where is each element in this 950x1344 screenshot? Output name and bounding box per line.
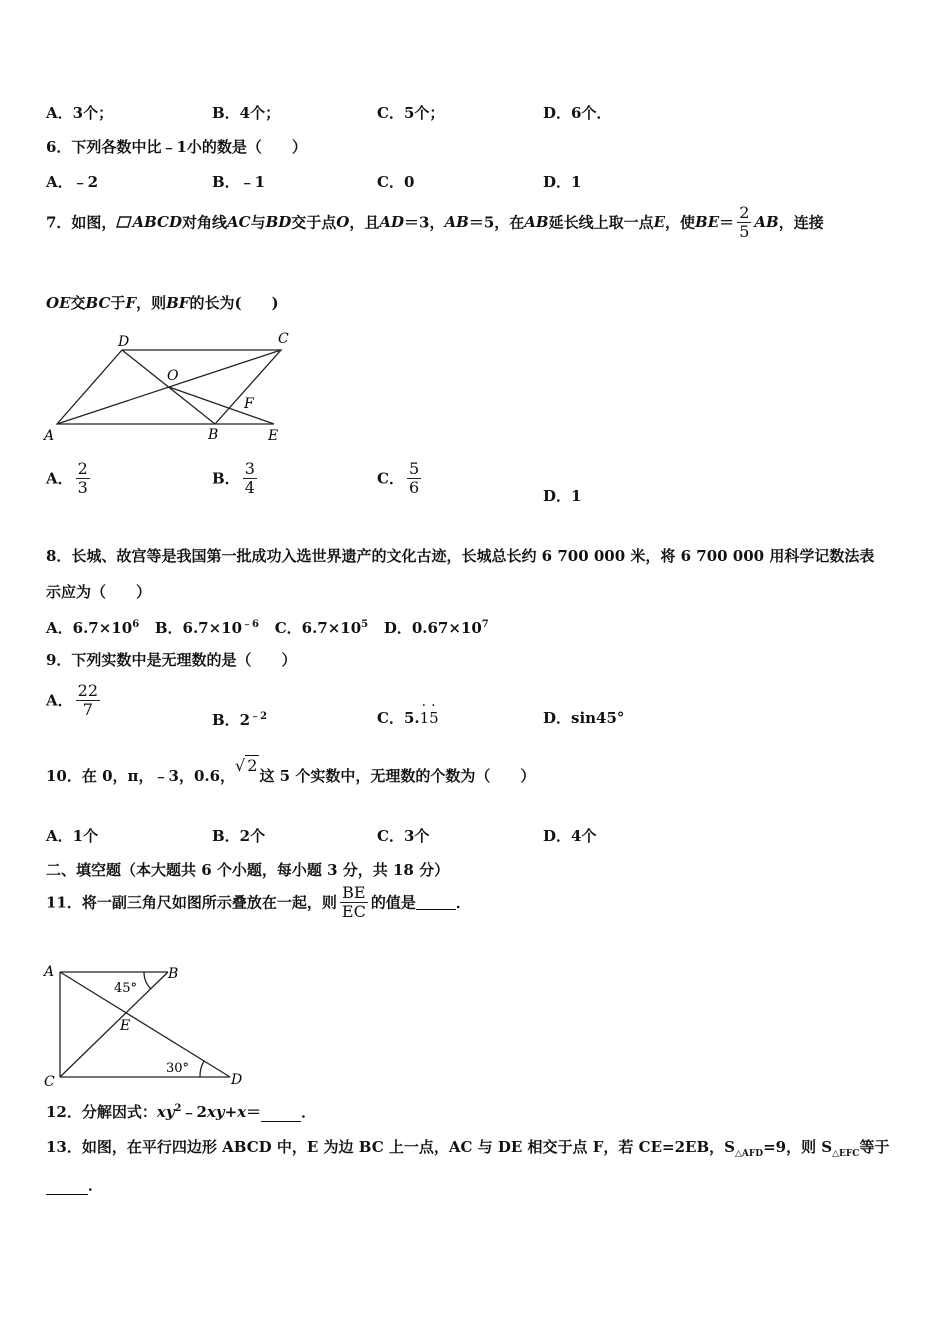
q11-fraction: $\frac{BE}{EC}$ [341, 883, 366, 921]
q7-option-a: A． $\frac{2}{3}$ [46, 459, 88, 497]
q11-label-b: B [168, 966, 179, 982]
q7-stem-line2: OE交BC于F，则BF的长为( ) [46, 294, 279, 312]
q8-option-d: D．$0.67\times 10^7$ [383, 619, 489, 637]
q7-label-d: D [118, 334, 130, 350]
parallelogram-symbol [116, 216, 132, 228]
q5-option-a: A．3个； [46, 104, 114, 122]
q13-stem-line2: ． [46, 1174, 103, 1195]
q8-option-c: C．$6.7\times 10^5$ [274, 619, 369, 637]
q10-option-a: A．1个 [46, 827, 99, 845]
q7-stem: 7．如图， ABCD对角线AC与BD交于点O，且AD＝3，AB＝5，在AB延长线上取一点E，使BE＝ $\frac{2}{5}$ AB，连接 [46, 203, 824, 241]
q5-option-d: D．6个． [543, 104, 612, 122]
q13-stem-line1: 13．如图，在平行四边形 ABCD 中，E 为边 BC 上一点，AC 与 DE 相交于点 F，若 CE=2EB，$S_{\triangle AFD}=9$，则 $S_{\triangle EFC}$等于 [46, 1138, 890, 1159]
q12-answer-blank[interactable] [261, 1107, 301, 1122]
q7-option-b: B． $\frac{3}{4}$ [212, 459, 255, 497]
q9-option-a: A． $\frac{22}{7}$ [46, 681, 98, 719]
q6-option-a: A．﹣2 [46, 173, 99, 191]
q12-stem: 12．分解因式：$xy^2﹣2xy+x=$ ． [46, 1103, 317, 1121]
q8-option-a: A．$6.7\times 10^6$ [46, 619, 140, 637]
q10-option-b: B．2个 [212, 827, 266, 845]
q10-option-c: C．3个 [377, 827, 430, 845]
q7-fraction: $\frac{2}{5}$ [739, 203, 750, 241]
q11-triangles-figure [40, 960, 250, 1090]
q11-label-a: A [44, 964, 55, 980]
q6-option-d: D．1 [543, 173, 582, 191]
q7-label-c: C [278, 331, 289, 347]
q9-stem: 9．下列实数中是无理数的是（ ） [46, 651, 297, 669]
q8-stem-line2: 示应为（ ） [46, 583, 152, 601]
q6-option-c: C．0 [377, 173, 415, 191]
q7-label-a: A [44, 428, 55, 444]
q6-option-b: B．﹣1 [212, 173, 266, 191]
q8-stem-line1: 8．长城、故宫等是我国第一批成功入选世界遗产的文化古迹，长城总长约 6 700 000 米，将 6 700 000 用科学记数法表 [46, 547, 875, 565]
q9-option-b: B．$2^{﹣2}$ [212, 711, 268, 729]
q11-label-e: E [120, 1018, 131, 1034]
q7-label-b: B [208, 427, 219, 443]
q7-option-d: D．1 [543, 487, 582, 505]
q10-stem: 10．在 0，π，﹣3，0.6，√ 2这 5 个实数中，无理数的个数为（ ） [46, 756, 536, 785]
q8-options [46, 615, 489, 638]
q7-parallelogram-figure [40, 326, 300, 450]
q9-option-c: C．5.· 1· 5 [377, 707, 439, 728]
q5-option-b: B．4个； [212, 104, 281, 122]
q11-answer-blank[interactable] [416, 895, 456, 910]
section-2-heading: 二、填空题（本大题共 6 个小题，每小题 3 分，共 18 分） [46, 861, 450, 879]
q13-answer-blank[interactable] [46, 1180, 88, 1195]
q11-label-d: D [231, 1072, 243, 1088]
q7-label-f: F [244, 396, 254, 412]
q6-stem: 6．下列各数中比﹣1小的数是（ ） [46, 138, 307, 156]
q11-label-c: C [44, 1074, 55, 1090]
q10-option-d: D．4个 [543, 827, 597, 845]
q5-option-c: C．5个； [377, 104, 445, 122]
q7-option-c: C． $\frac{5}{6}$ [377, 459, 420, 497]
q9-option-d: D．sin45° [543, 709, 625, 727]
q7-label-o: O [167, 368, 179, 384]
q11-angle-45: 45° [114, 981, 138, 996]
sqrt-2: √ 2 [235, 756, 258, 775]
q11-stem: 11．将一副三角尺如图所示叠放在一起，则 $\frac{BE}{EC}$ 的值是 ． [46, 883, 471, 921]
q11-angle-30: 30° [166, 1061, 190, 1076]
q8-option-b: B．$6.7\times 10^{﹣6}$ [154, 619, 260, 637]
q7-label-e: E [268, 428, 279, 444]
